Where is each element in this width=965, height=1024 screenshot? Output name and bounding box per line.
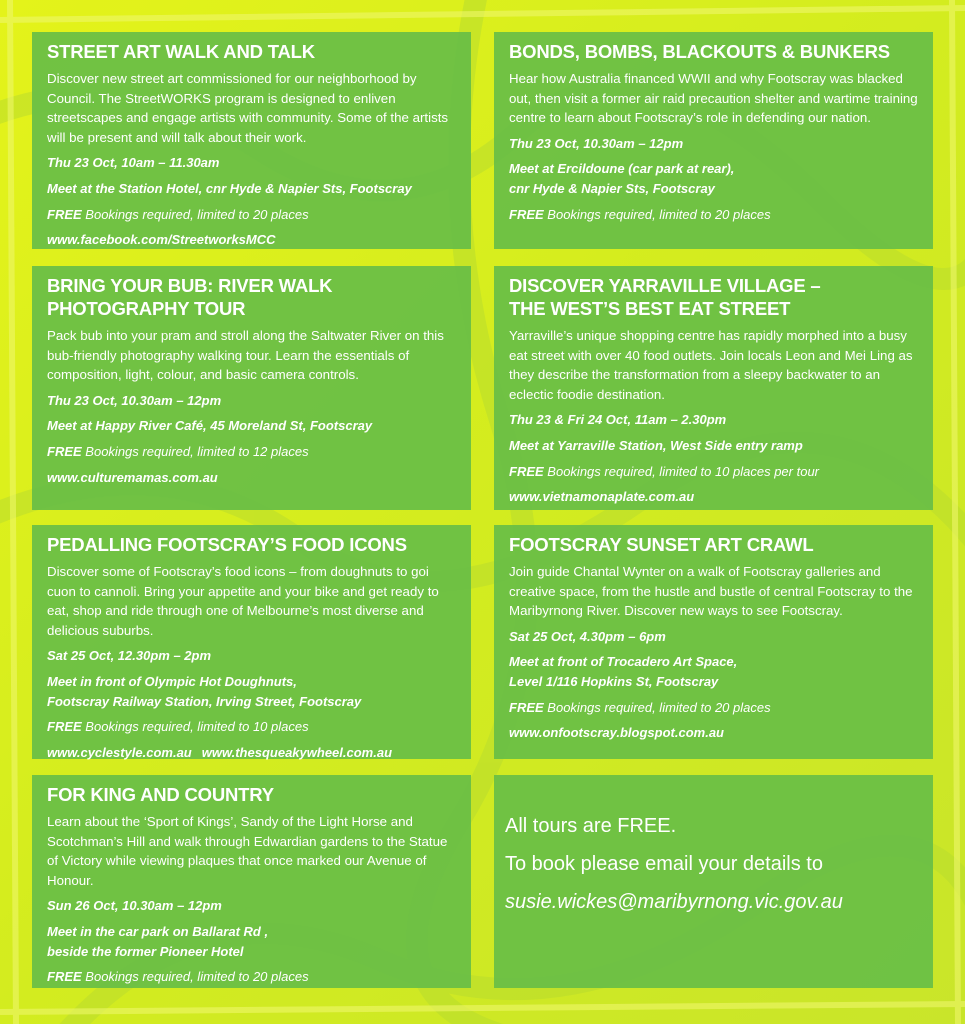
- tour-booking: [47, 717, 461, 737]
- tour-panel-sunset-art-crawl: [494, 525, 933, 759]
- website-link[interactable]: www.facebook.com/StreetworksMCC: [47, 232, 276, 248]
- tour-url: [509, 487, 923, 507]
- tour-date: Thu 23 Oct, 10.30am – 12pm: [47, 392, 222, 408]
- booking-email-link[interactable]: susie.wickes@maribyrnong.vic.gov.au: [505, 891, 843, 913]
- free-label: FREE: [509, 463, 544, 479]
- booking-info: Bookings required, limited to 12 places: [85, 443, 309, 459]
- booking-info: Bookings required, limited to 20 places: [547, 699, 771, 715]
- tour-title: FOOTSCRAY SUNSET ART CRAWL: [509, 534, 814, 555]
- free-label: FREE: [509, 699, 544, 715]
- tour-url: [47, 468, 461, 488]
- tour-url: [47, 230, 461, 250]
- tour-date: Sun 26 Oct, 10.30am – 12pm: [47, 898, 222, 914]
- tour-panel-king-and-country: [32, 775, 471, 988]
- tour-title: DISCOVER YARRAVILLE VILLAGE – THE WEST’S BEST EAT STREET: [509, 275, 821, 319]
- tour-booking: [47, 967, 461, 987]
- website-link[interactable]: www.culturemamas.com.au: [47, 469, 218, 485]
- tour-title: PEDALLING FOOTSCRAY’S FOOD ICONS: [47, 534, 407, 555]
- website-link[interactable]: www.vietnamonaplate.com.au: [509, 489, 695, 505]
- tour-booking: [509, 698, 923, 718]
- free-label: FREE: [509, 206, 544, 222]
- tour-meeting-point: Meet at Happy River Café, 45 Moreland St, Footscray: [47, 418, 373, 434]
- tour-booking: [509, 205, 923, 225]
- tour-date: Thu 23 Oct, 10.30am – 12pm: [509, 135, 684, 151]
- tour-description: Hear how Australia financed WWII and why Footscray was blacked out, then visit a former air raid precaution shelter and wartime training centre to learn about Footscray’s role in defending our nation.: [509, 71, 918, 126]
- tour-date: Thu 23 & Fri 24 Oct, 11am – 2.30pm: [509, 412, 727, 428]
- tour-url: [509, 723, 923, 743]
- booking-note-panel: [494, 775, 933, 988]
- tour-title: FOR KING AND COUNTRY: [47, 784, 274, 805]
- tour-description: Pack bub into your pram and stroll along the Saltwater River on this bub-friendly photography walking tour. Learn the essentials of composition, light, colour, and basic camera controls.: [47, 328, 444, 383]
- booking-info: Bookings required, limited to 10 places: [85, 719, 309, 735]
- tour-panel-pedalling-food-icons: [32, 525, 471, 759]
- free-label: FREE: [47, 969, 82, 985]
- tour-url: [47, 743, 461, 763]
- free-label: FREE: [47, 206, 82, 222]
- tour-meeting-point: Meet at front of Trocadero Art Space, Level 1/116 Hopkins St, Footscray: [509, 654, 738, 689]
- tour-date: Thu 23 Oct, 10am – 11.30am: [47, 155, 220, 171]
- booking-instructions: To book please email your details to: [505, 853, 823, 875]
- tour-description: Join guide Chantal Wynter on a walk of Footscray galleries and creative space, from the hustle and bustle of central Footscray to the Maribyrnong River. Discover new ways to see Footscray.: [509, 564, 913, 619]
- tour-meeting-point: Meet at Yarraville Station, West Side entry ramp: [509, 437, 803, 453]
- tour-meeting-point: Meet at the Station Hotel, cnr Hyde & Napier Sts, Footscray: [47, 180, 412, 196]
- all-tours-free-text: All tours are FREE.: [505, 815, 677, 837]
- tour-description: Discover new street art commissioned for our neighborhood by Council. The StreetWORKS program is designed to enliven streetscapes and engage artists with community. Some of the artists will be present and will talk about their work.: [47, 71, 449, 145]
- tour-date: Sat 25 Oct, 12.30pm – 2pm: [47, 648, 212, 664]
- tour-description: Discover some of Footscray’s food icons – from doughnuts to goi cuon to cannoli. Bring your appetite and your bike and get ready to eat, shop and ride through one of Melbourne’s most diverse and delicious suburbs.: [47, 564, 439, 638]
- tour-meeting-point: Meet in front of Olympic Hot Doughnuts, Footscray Railway Station, Irving Street, Footscray: [47, 673, 362, 709]
- website-link[interactable]: www.cyclestyle.com.au: [47, 744, 192, 760]
- tour-title: BONDS, BOMBS, BLACKOUTS & BUNKERS: [509, 41, 890, 62]
- booking-info: Bookings required, limited to 10 places per tour: [547, 463, 820, 479]
- tour-booking: [47, 442, 461, 462]
- tour-panel-bring-your-bub: [32, 266, 471, 510]
- tour-description: Learn about the ‘Sport of Kings’, Sandy of the Light Horse and Scotchman’s Hill and walk through Edwardian gardens to the Statue of Victory while viewing plaques that once marked our Avenue of Honour.: [47, 814, 448, 888]
- website-link[interactable]: www.onfootscray.blogspot.com.au: [509, 725, 724, 741]
- website-link[interactable]: www.thesqueakywheel.com.au: [201, 744, 393, 760]
- tour-description: Yarraville’s unique shopping centre has rapidly morphed into a busy eat street with over 40 food outlets. Join locals Leon and Mei Ling as they describe the transformation from a sleepy backwater to an eclectic foodie destination.: [509, 328, 913, 402]
- tour-meeting-point: Meet in the car park on Ballarat Rd , beside the former Pioneer Hotel: [47, 923, 269, 959]
- tour-title: BRING YOUR BUB: RIVER WALK PHOTOGRAPHY TOUR: [47, 275, 333, 319]
- free-label: FREE: [47, 443, 82, 459]
- free-label: FREE: [47, 719, 82, 735]
- tour-booking: [47, 205, 461, 225]
- booking-info: Bookings required, limited to 20 places: [85, 969, 309, 985]
- tour-booking: [509, 462, 923, 482]
- tour-date: Sat 25 Oct, 4.30pm – 6pm: [509, 628, 666, 644]
- booking-info: Bookings required, limited to 20 places: [547, 206, 771, 222]
- tour-panel-street-art: [32, 32, 471, 249]
- tour-meeting-point: Meet at Ercildoune (car park at rear), cnr Hyde & Napier Sts, Footscray: [509, 161, 735, 196]
- tour-panel-yarraville: [494, 266, 933, 510]
- tour-panel-bonds-bombs: [494, 32, 933, 249]
- tour-title: STREET ART WALK AND TALK: [47, 41, 315, 62]
- booking-info: Bookings required, limited to 20 places: [85, 206, 309, 222]
